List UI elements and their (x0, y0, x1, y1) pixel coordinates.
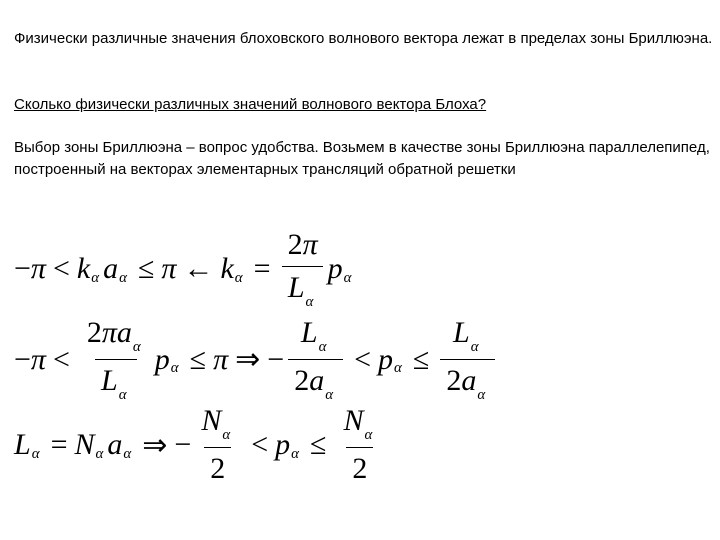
numeral-two: 2 (86, 316, 102, 349)
alpha-subscript: α (477, 387, 486, 403)
formula-2 (14, 316, 499, 403)
left-arrow-icon: ← (183, 252, 214, 285)
pi-symbol: π (101, 316, 117, 349)
p-symbol: p (378, 342, 394, 376)
a-symbol: a (309, 364, 325, 397)
L-symbol: L (14, 428, 31, 461)
less-than-sign: < (251, 428, 269, 461)
minus-sign: − (14, 252, 31, 285)
a-symbol: a (461, 364, 477, 397)
alpha-subscript: α (394, 360, 402, 376)
implies-arrow-icon: ⇒ (142, 428, 168, 462)
a-symbol: a (103, 252, 119, 285)
minus-sign: − (174, 428, 192, 461)
fraction-2pi-a-over-L (81, 316, 151, 403)
less-than-sign: < (354, 342, 372, 376)
alpha-subscript: α (222, 427, 231, 443)
less-equal-sign: ≤ (137, 252, 155, 285)
p-symbol: p (327, 252, 343, 285)
alpha-subscript: α (119, 269, 127, 286)
alpha-subscript: α (132, 339, 141, 355)
alpha-subscript: α (305, 294, 314, 310)
N-symbol: N (343, 404, 364, 437)
alpha-subscript: α (118, 387, 127, 403)
L-symbol: L (287, 271, 305, 304)
numeral-two: 2 (287, 228, 303, 261)
pi-symbol: π (30, 342, 46, 376)
equals-sign: = (253, 252, 271, 285)
N-symbol: N (74, 428, 95, 461)
pi-symbol: π (30, 252, 46, 285)
pi-symbol: π (161, 252, 177, 285)
a-symbol: a (107, 428, 123, 461)
minus-sign: − (267, 342, 285, 376)
alpha-subscript: α (234, 269, 243, 286)
less-equal-sign: ≤ (310, 428, 327, 461)
fraction-N-over-2 (337, 404, 382, 486)
alpha-subscript: α (318, 339, 327, 355)
alpha-subscript: α (123, 445, 132, 462)
formula-3 (14, 404, 386, 486)
L-symbol: L (101, 364, 118, 397)
alpha-subscript: α (31, 445, 40, 462)
fraction-N-over-2 (195, 404, 240, 486)
less-than-sign: < (52, 342, 70, 376)
alpha-subscript: α (364, 427, 373, 443)
pi-symbol: π (213, 342, 229, 376)
numeral-two: 2 (294, 364, 310, 397)
p-symbol: p (275, 428, 291, 461)
less-equal-sign: ≤ (189, 342, 207, 376)
minus-sign: − (14, 342, 31, 376)
N-symbol: N (201, 404, 222, 437)
paragraph-brillouin-zone: Физически различные значения блоховского волнового вектора лежат в пределах зоны Бриллюэна. (14, 30, 713, 47)
alpha-subscript: α (291, 445, 299, 462)
alpha-subscript: α (470, 339, 479, 355)
alpha-subscript: α (170, 360, 179, 376)
p-symbol: p (154, 342, 170, 376)
k-symbol: k (220, 252, 234, 285)
k-symbol: k (76, 252, 91, 285)
less-than-sign: < (52, 252, 70, 285)
numeral-two: 2 (210, 452, 226, 485)
equals-sign: = (50, 428, 68, 461)
numeral-two: 2 (352, 452, 368, 485)
fraction-L-over-2a (288, 316, 343, 403)
paragraph-choice: Выбор зоны Бриллюэна – вопрос удобства. Возьмем в качестве зоны Бриллюэна параллелепипед, построенный на векторах элементарных трансляций обратной решетки (14, 139, 710, 178)
paragraph-question: Сколько физически различных значений волнового вектора Блоха? (14, 96, 487, 113)
L-symbol: L (300, 316, 318, 349)
fraction-L-over-2a (440, 316, 495, 403)
L-symbol: L (453, 316, 470, 349)
implies-arrow-icon: ⇒ (235, 343, 261, 376)
alpha-subscript: α (95, 445, 104, 462)
pi-symbol: π (302, 228, 318, 261)
formula-1 (14, 228, 355, 310)
less-equal-sign: ≤ (412, 342, 430, 376)
alpha-subscript: α (325, 387, 334, 403)
numeral-two: 2 (446, 364, 462, 397)
a-symbol: a (116, 316, 132, 349)
alpha-subscript: α (343, 269, 352, 286)
alpha-subscript: α (91, 269, 100, 286)
fraction-2pi-over-L (282, 228, 324, 310)
